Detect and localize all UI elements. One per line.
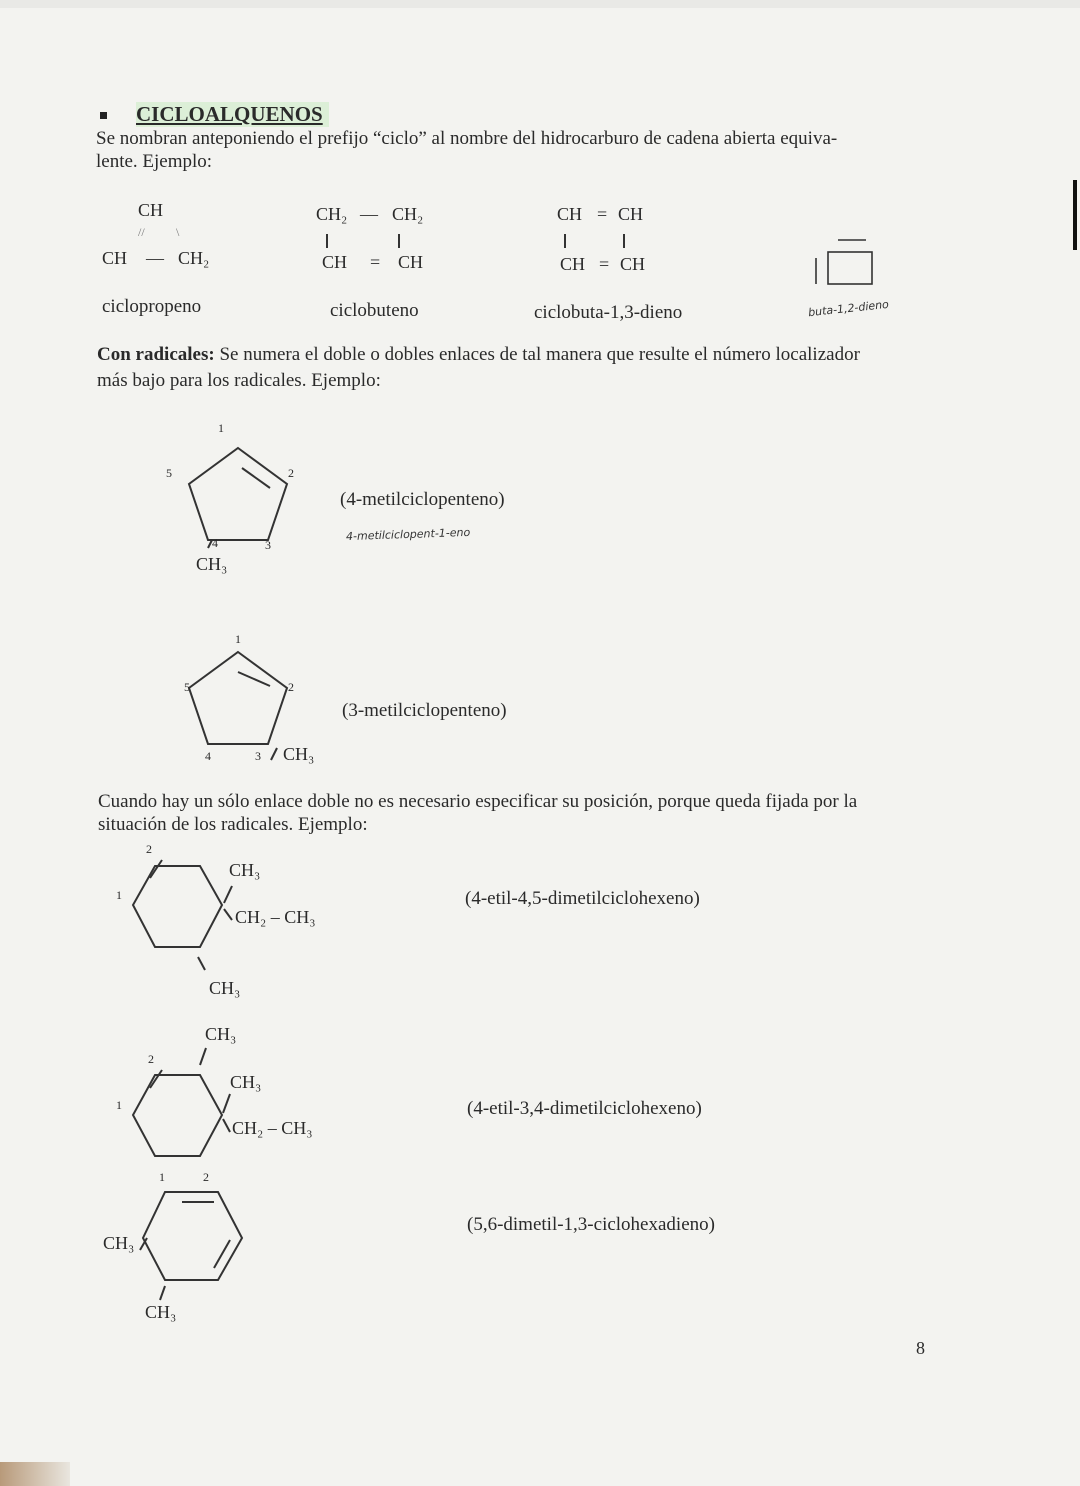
ring2-substituent-bond	[271, 748, 277, 760]
hex1-methyl-bottom: CH₃	[209, 978, 241, 998]
radicals-label: Con radicales:	[97, 344, 215, 365]
ring2-double-bond	[238, 672, 270, 686]
hex3-locant-1: 1	[159, 1170, 165, 1184]
cyclobutene-bottom-eq: =	[370, 252, 381, 272]
hex2-locant-1: 1	[116, 1098, 122, 1112]
cyclobutene-top-left: CH₂	[316, 204, 348, 224]
cyclobutene-bottom-right: CH	[398, 252, 424, 272]
cyclobutadiene-bottom-right: CH	[620, 254, 646, 274]
hex2-ethyl-bond	[223, 1119, 230, 1132]
hex2-methyl-b: CH₃	[230, 1072, 262, 1092]
note-line-1: Cuando hay un sólo enlace doble no es necesario especificar su posición, porque queda fijada por la	[98, 791, 858, 812]
cyclobutadiene-bottom-left: CH	[560, 254, 586, 274]
handwritten-square-name: buta-1,2-dieno	[807, 297, 890, 320]
cyclohexene-ring-1	[133, 866, 222, 947]
cyclobutadiene-bottom-eq: =	[599, 254, 610, 274]
cyclohexene-ring-2	[133, 1075, 222, 1156]
ring2-locant-5: 5	[184, 680, 190, 694]
ring1-methyl: CH₃	[196, 554, 228, 574]
cyclopropene-double-bond: //	[138, 225, 145, 239]
radicals-line-1	[97, 344, 860, 366]
page-number: 8	[916, 1338, 925, 1358]
cyclobutene-top-dash: —	[360, 204, 378, 224]
ring1-name: (4-metilciclopenteno)	[340, 489, 505, 510]
ring1-locant-5: 5	[166, 466, 172, 480]
cyclopropene-right: CH₂	[178, 248, 210, 268]
hex1-double-bond	[150, 860, 162, 878]
ring1-handwritten-name: 4-metilciclopent-1-eno	[345, 525, 471, 544]
cyclohexadiene-ring	[143, 1192, 242, 1280]
hex3-methyl-left: CH₃	[103, 1233, 135, 1253]
intro-line-2: lente. Ejemplo:	[96, 151, 213, 172]
section-title: CICLOALQUENOS	[136, 102, 329, 127]
cyclobutene-name: ciclobuteno	[330, 300, 419, 321]
hex1-name: (4-etil-4,5-dimetilciclohexeno)	[465, 888, 700, 909]
cyclobutene-top-right: CH₂	[392, 204, 424, 224]
hex1-ethyl: CH₂ – CH₃	[235, 907, 316, 927]
hex1-locant-2: 2	[146, 842, 152, 856]
note-line-2: situación de los radicales. Ejemplo:	[98, 814, 368, 835]
hex1-ethyl-bond	[224, 909, 232, 920]
ring2-locant-1: 1	[235, 632, 241, 646]
ring1-locant-1: 1	[218, 421, 224, 435]
ring2-locant-2: 2	[288, 680, 294, 694]
hex3-name: (5,6-dimetil-1,3-ciclohexadieno)	[467, 1214, 715, 1235]
hex2-methyl-bond	[223, 1094, 230, 1113]
cyclopropene-dash: —	[146, 248, 164, 268]
ring1-double-bond	[242, 468, 270, 488]
ring2-name: (3-metilciclopenteno)	[342, 700, 507, 721]
intro-line-1: Se nombran anteponiendo el prefijo “ciclo” al nombre del hidrocarburo de cadena abierta equiva-	[96, 128, 838, 149]
hex2-locant-2: 2	[148, 1052, 154, 1066]
ring1-locant-3: 3	[265, 538, 271, 552]
cyclopentene-ring-2	[189, 652, 287, 744]
hex1-methyl-top: CH₃	[229, 860, 261, 880]
cyclopropene-name: ciclopropeno	[102, 296, 202, 317]
hex1-bottom-bond	[198, 957, 205, 970]
hex3-bottom-methyl-bond	[160, 1286, 165, 1300]
radicals-line-2: más bajo para los radicales. Ejemplo:	[97, 370, 381, 391]
cyclobutadiene-top-eq: =	[597, 204, 608, 224]
hex2-ethyl: CH₂ – CH₃	[232, 1118, 313, 1138]
hex2-name: (4-etil-3,4-dimetilciclohexeno)	[467, 1098, 702, 1119]
ring2-locant-4: 4	[205, 749, 211, 763]
hex1-methyl-bond	[224, 886, 232, 903]
hex2-top-methyl-bond	[200, 1048, 206, 1065]
cyclobutene-bottom-left: CH	[322, 252, 348, 272]
cyclopentene-ring-1	[189, 448, 287, 540]
cyclobutadiene-top-right: CH	[618, 204, 644, 224]
cyclobutadiene-top-left: CH	[557, 204, 583, 224]
ring1-locant-2: 2	[288, 466, 294, 480]
cyclopropene-left: CH	[102, 248, 128, 268]
hex1-locant-1: 1	[116, 888, 122, 902]
cyclopropene-single-bond: \	[176, 225, 180, 239]
hex2-methyl-a: CH₃	[205, 1024, 237, 1044]
ring1-locant-4: 4	[212, 536, 218, 550]
cyclobutadiene-name: ciclobuta-1,3-dieno	[534, 302, 683, 323]
ring2-locant-3: 3	[255, 749, 261, 763]
hex3-methyl-bottom: CH₃	[145, 1302, 177, 1322]
cyclopropene-top: CH	[138, 200, 164, 220]
hex3-locant-2: 2	[203, 1170, 209, 1184]
square-handwritten-icon	[828, 252, 872, 284]
ring2-methyl: CH₃	[283, 744, 315, 764]
radicals-text: Se numera el doble o dobles enlaces de tal manera que resulte el número localizador	[214, 344, 860, 365]
